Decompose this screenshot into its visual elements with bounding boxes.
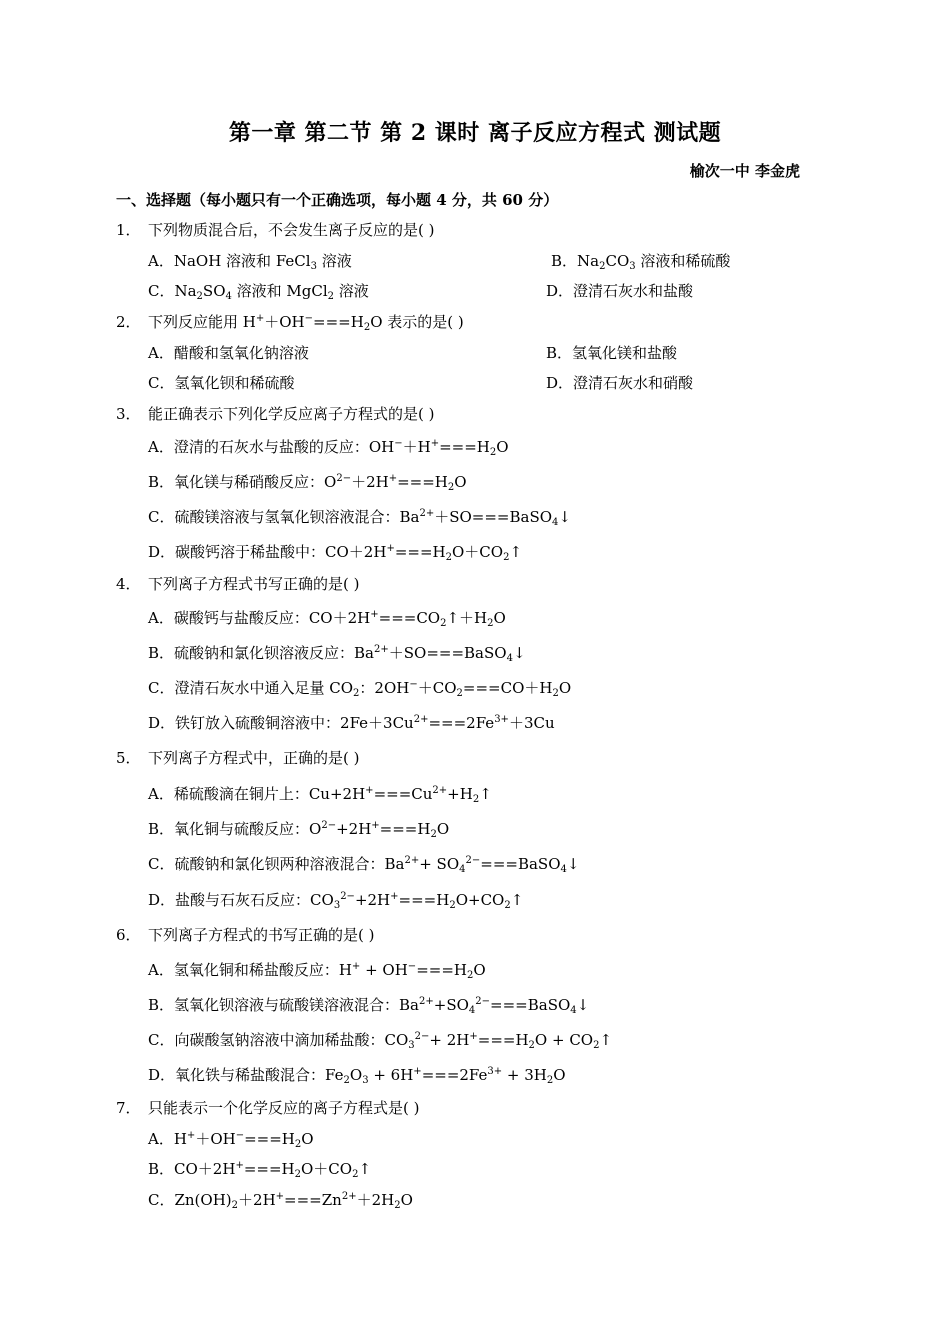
page-title: 第一章 第二节 第 2 课时 离子反应方程式 测试题 [228,120,722,146]
question-stem: 下列离子方程式书写正确的是( ) [148,575,360,593]
question-number: 7． [116,1099,141,1117]
option-d: D．铁钉放入硫酸铜溶液中：$2Fe+3Cu^{2+}===2Fe^{3+}+3Cu$ [148,714,555,732]
option-a: A．$H^++OH^-===H_2O$ [148,1130,314,1150]
option-d: D．氧化铁与稀盐酸混合：$Fe_2O_3 + 6H^+===2Fe^{3+} + 3H_2O$ [148,1066,566,1086]
option-c: C．澄清石灰水中通入足量 $CO_2$：$2OH^-+CO_2===CO+H_2O$ [148,679,572,699]
option-c: C．硫酸镁溶液与氢氧化钡溶液混合：$Ba^{2+}+SO===BaSO_4↓$ [148,508,571,528]
question-number: 3． [116,405,141,423]
question-stem: 下列反应能用 $H^++OH^-===H_2O$ 表示的是( ) [148,313,464,333]
option-c: C．$Na_2SO_4$ 溶液和 MgCl$_2$ 溶液 [148,282,369,302]
author: 榆次一中 李金虎 [689,162,800,180]
option-d: D．澄清石灰水和盐酸 [546,282,694,300]
question-number: 1． [116,221,141,239]
option-b: B．$Na_2CO_3$ 溶液和稀硫酸 [551,252,731,272]
option-a: A．稀硫酸滴在铜片上：$Cu+2H^+===Cu^{2+}+H_2↑$ [148,785,492,805]
question-stem: 下列离子方程式中，正确的是( ) [148,749,360,767]
option-b: B．氢氧化钡溶液与硫酸镁溶液混合：$Ba^{2+}+SO_4^{2-}===BaSO_4↓$ [148,996,590,1016]
section-heading: 一、选择题（每小题只有一个正确选项，每小题 4 分，共 60 分） [116,191,559,209]
question-stem: 只能表示一个化学反应的离子方程式是( ) [148,1099,420,1117]
option-a: A．醋酸和氢氧化钠溶液 [148,344,309,362]
option-c: C．$Zn(OH)_2+2H^+===Zn^{2+}+2H_2O$ [148,1191,413,1211]
option-a: A．氢氧化铜和稀盐酸反应：$H^+ + OH^-===H_2O$ [148,961,486,981]
question-stem: 下列物质混合后，不会发生离子反应的是( ) [148,221,435,239]
option-b: B．氧化铜与硫酸反应：$O^{2-}+2H^+===H_2O$ [148,820,450,840]
option-c: C．向碳酸氢钠溶液中滴加稀盐酸：$CO_3^{2-}+ 2H^+===H_2O$ + $CO_2↑$ [148,1031,613,1051]
option-a: A．澄清的石灰水与盐酸的反应：$OH^-+H^+===H_2O$ [148,438,509,458]
option-a: A．碳酸钙与盐酸反应：$CO+2H^+===CO_2↑+H_2O$ [148,609,506,629]
option-b: B．$CO+2H^+===H_2O+CO_2↑$ [148,1160,372,1180]
option-c: C．氢氧化钡和稀硫酸 [148,374,295,392]
question-stem: 下列离子方程式的书写正确的是( ) [148,926,375,944]
option-b: B．氧化镁与稀硝酸反应：$O^{2-}+2H^+===H_2O$ [148,473,467,493]
option-b: B．氢氧化镁和盐酸 [546,344,678,362]
option-c: C．硫酸钠和氯化钡两种溶液混合：$Ba^{2+}+$ $SO_4^{2-}===BaSO_4↓$ [148,855,580,875]
question-number: 5． [116,749,141,767]
option-b: B．硫酸钠和氯化钡溶液反应：$Ba^{2+}+SO===BaSO_4↓$ [148,644,526,664]
question-number: 6． [116,926,141,944]
option-d: D．盐酸与石灰石反应：$CO_3^{2-}+2H^+===H_2O+CO_2↑$ [148,891,524,911]
question-number: 4． [116,575,141,593]
option-d: D．澄清石灰水和硝酸 [546,374,694,392]
question-number: 2． [116,313,141,331]
option-a: A．NaOH 溶液和 FeCl$_3$ 溶液 [148,252,352,272]
question-stem: 能正确表示下列化学反应离子方程式的是( ) [148,405,435,423]
option-d: D．碳酸钙溶于稀盐酸中：$CO+2H^+===H_2O+CO_2↑$ [148,543,523,563]
